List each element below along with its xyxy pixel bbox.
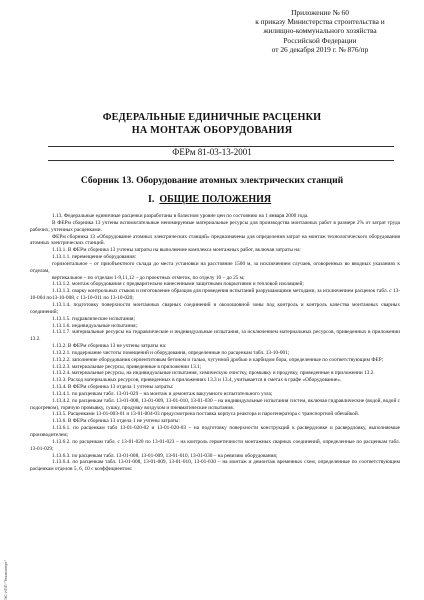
paragraph: 1.13.6.2. по расценкам табл. с 13-01-020 по 13-01-023 – на контроль герметичности монтажных сварных соединений, определенные по расценкам табл. 13-01-029; <box>30 438 400 452</box>
paragraph: 1.13.6.3. по расценкам табл. 13-01-008, 13-01-009, 13-01-010, 13-01-030 – на ревизию оборудования; <box>52 452 278 459</box>
divider-bottom <box>48 160 394 161</box>
paragraph: 1.13.4.2. по расценкам табл. 13-01-008, 13-01-009, 13-01-010, 13-01-030 – на индивидуальные испытания систем, включая гидравлические (водой, водой с подогревом), горячую промывку, сушку, продувку воздухом и пневматические испытания. <box>30 397 400 411</box>
paragraph: горизонтальное – от приобъектного склада до места установки на расстояние 1500 м, за исключением случаев, оговоренных во вводных указаниях к отделам, <box>30 260 400 274</box>
side-stamp <box>2 559 12 600</box>
paragraph: ФЕРм сборника 13 «Оборудование атомных электрических станций» предназначены для определения затрат на монтаж технологического оборудования атомных электрических станций. <box>30 233 400 247</box>
paragraph: 1.13.1.2. монтаж оборудования с предварительно нанесенными защитными покрытиями и тепловой изоляцией; <box>52 281 304 288</box>
paragraph: 1.13.6. В ФЕРм сборника 13 отдела 1 не учтены затраты: <box>52 418 180 425</box>
section-heading <box>148 194 271 206</box>
paragraph: 1.13.1.4. подготовку поверхности монтажных сварных соединений и околошовной зоны под контроль и контроль качества монтажных сварных соединений; <box>30 301 400 315</box>
title-line: ФЕДЕРАЛЬНЫЕ ЕДИНИЧНЫЕ РАСЦЕНКИ <box>102 112 322 123</box>
appendix-block <box>230 8 410 54</box>
appendix-line: к приказу Министерства строительства и <box>255 17 385 27</box>
paragraph: 1.13.2.2. заполнение оборудования серпентитовым бетоном и галью, чугунной дробью и карбидом бора, определенные по соответствующим ФЕР; <box>52 356 384 363</box>
document-title <box>0 111 424 137</box>
paragraph: 1.13.6.1. по расценкам табл 13-01-020-02 и 13-01-020-03 – на подготовку поверхности конструкций к расвердловке и расвердловку, выполняемые производителем; <box>30 425 400 438</box>
paragraph: В ФЕРм сборника 13 учтены вспомогательные неномируемые материальные ресурсы для производства монтажных работ в размере 2% от затрат труда рабочих, учтенных расценками. <box>30 219 400 233</box>
appendix-line: Приложение № 60 <box>291 8 349 17</box>
title-line: НА МОНТАЖ ОБОРУДОВАНИЯ <box>131 125 293 136</box>
paragraph: 1.13.1.5. гидравлические испытания; <box>52 315 135 322</box>
paragraph: 1.13.2.3. материальные ресурсы, приведенные в приложении 13.1; <box>52 363 202 370</box>
paragraph: 1.13.6.4. по расценкам табл. 13-01-008, 13-01-009, 13-01-010, 13-01-030 – на монтаж и демонтаж временных схем, определенные по соответствующим расценкам отделов 5, 6, 10 с коэффициентом: <box>30 459 400 473</box>
paragraph: вертикальное – по отделам 1-9,11,12 – до проектных отметок, по отделу 10 – до 25 м; <box>52 274 245 281</box>
paragraph: 1.13.5. Расценками 13-01-003-01 и 13-01-004-03 предусмотрена поставка корпуса реактора и парогенератора с транспортной обечайкой. <box>52 411 360 418</box>
paragraph: 1.13.1.1. перемещение оборудования: <box>52 254 137 261</box>
paragraph: 1.13.1.7. материальные ресурсы на гидравлические и индивидуальные испытания, за исключением материальных ресурсов, приведенных в приложении 13.2. <box>30 329 400 343</box>
side-stamp-text: ЭС ИПП "Техэксперт" <box>3 559 8 600</box>
paragraph: 1.13.4. В ФЕРм сборника 13 отдела 1 учтены затраты: <box>52 384 174 391</box>
section-title: ОБЩИЕ ПОЛОЖЕНИЯ <box>159 194 272 205</box>
document-code: ФЕРм 81-03-13-2001 <box>172 147 252 157</box>
paragraph: 1.13.2.4. материальные ресурсы, на индивидуальные испытания, химическую очистку, промывку и продувку, приведенные в приложении 13.2. <box>52 370 375 377</box>
paragraph: 1.13.3. Расход материальных ресурсов, приведенных в приложениях 13.3 и 13.4, учитывается в сметах в графе «Оборудование». <box>52 377 342 384</box>
appendix-line: от 26 декабря 2019 г. № 876/пр <box>271 44 369 54</box>
paragraph: 1.13.2.1. поддержание чистоты помещений и оборудования, определенные по расценкам табл. 13-10-001; <box>52 349 290 356</box>
paragraph: 1.13. Федеральные единичные расценки разработаны в базисном уровне цен по состоянию на 1 января 2000 года. <box>52 213 309 219</box>
appendix-line: Российской Федерации <box>283 35 357 45</box>
document-body <box>30 213 400 473</box>
paragraph: 1.13.1.6. индивидуальные испытания; <box>52 322 138 329</box>
paragraph: 1.13.4.1. по расценкам табл. 13-01-029 – на монтаж и демонтаж вакуумного испытательного узла; <box>52 390 273 397</box>
section-number: I. <box>148 194 155 205</box>
collection-title: Сборник 13. Оборудование атомных электрических станций <box>80 175 344 186</box>
paragraph: 1.13.1. В ФЕРм сборника 13 учтены затраты на выполнение комплекса монтажных работ, включая затраты на: <box>52 247 301 254</box>
paragraph: 1.13.2. В ФЕРм сборника 13 не учтены затраты на: <box>52 343 167 350</box>
appendix-line: жилищно-коммунального хозяйства <box>263 26 377 36</box>
paragraph: 1.13.1.3. сварку контрольных стыков и изготовление образцов для проведения испытаний разрушающими методами, за исключением расценок табл. с 13-10-004 по13-10-008, с 13-10-011 по 13-10-020; <box>30 288 400 302</box>
